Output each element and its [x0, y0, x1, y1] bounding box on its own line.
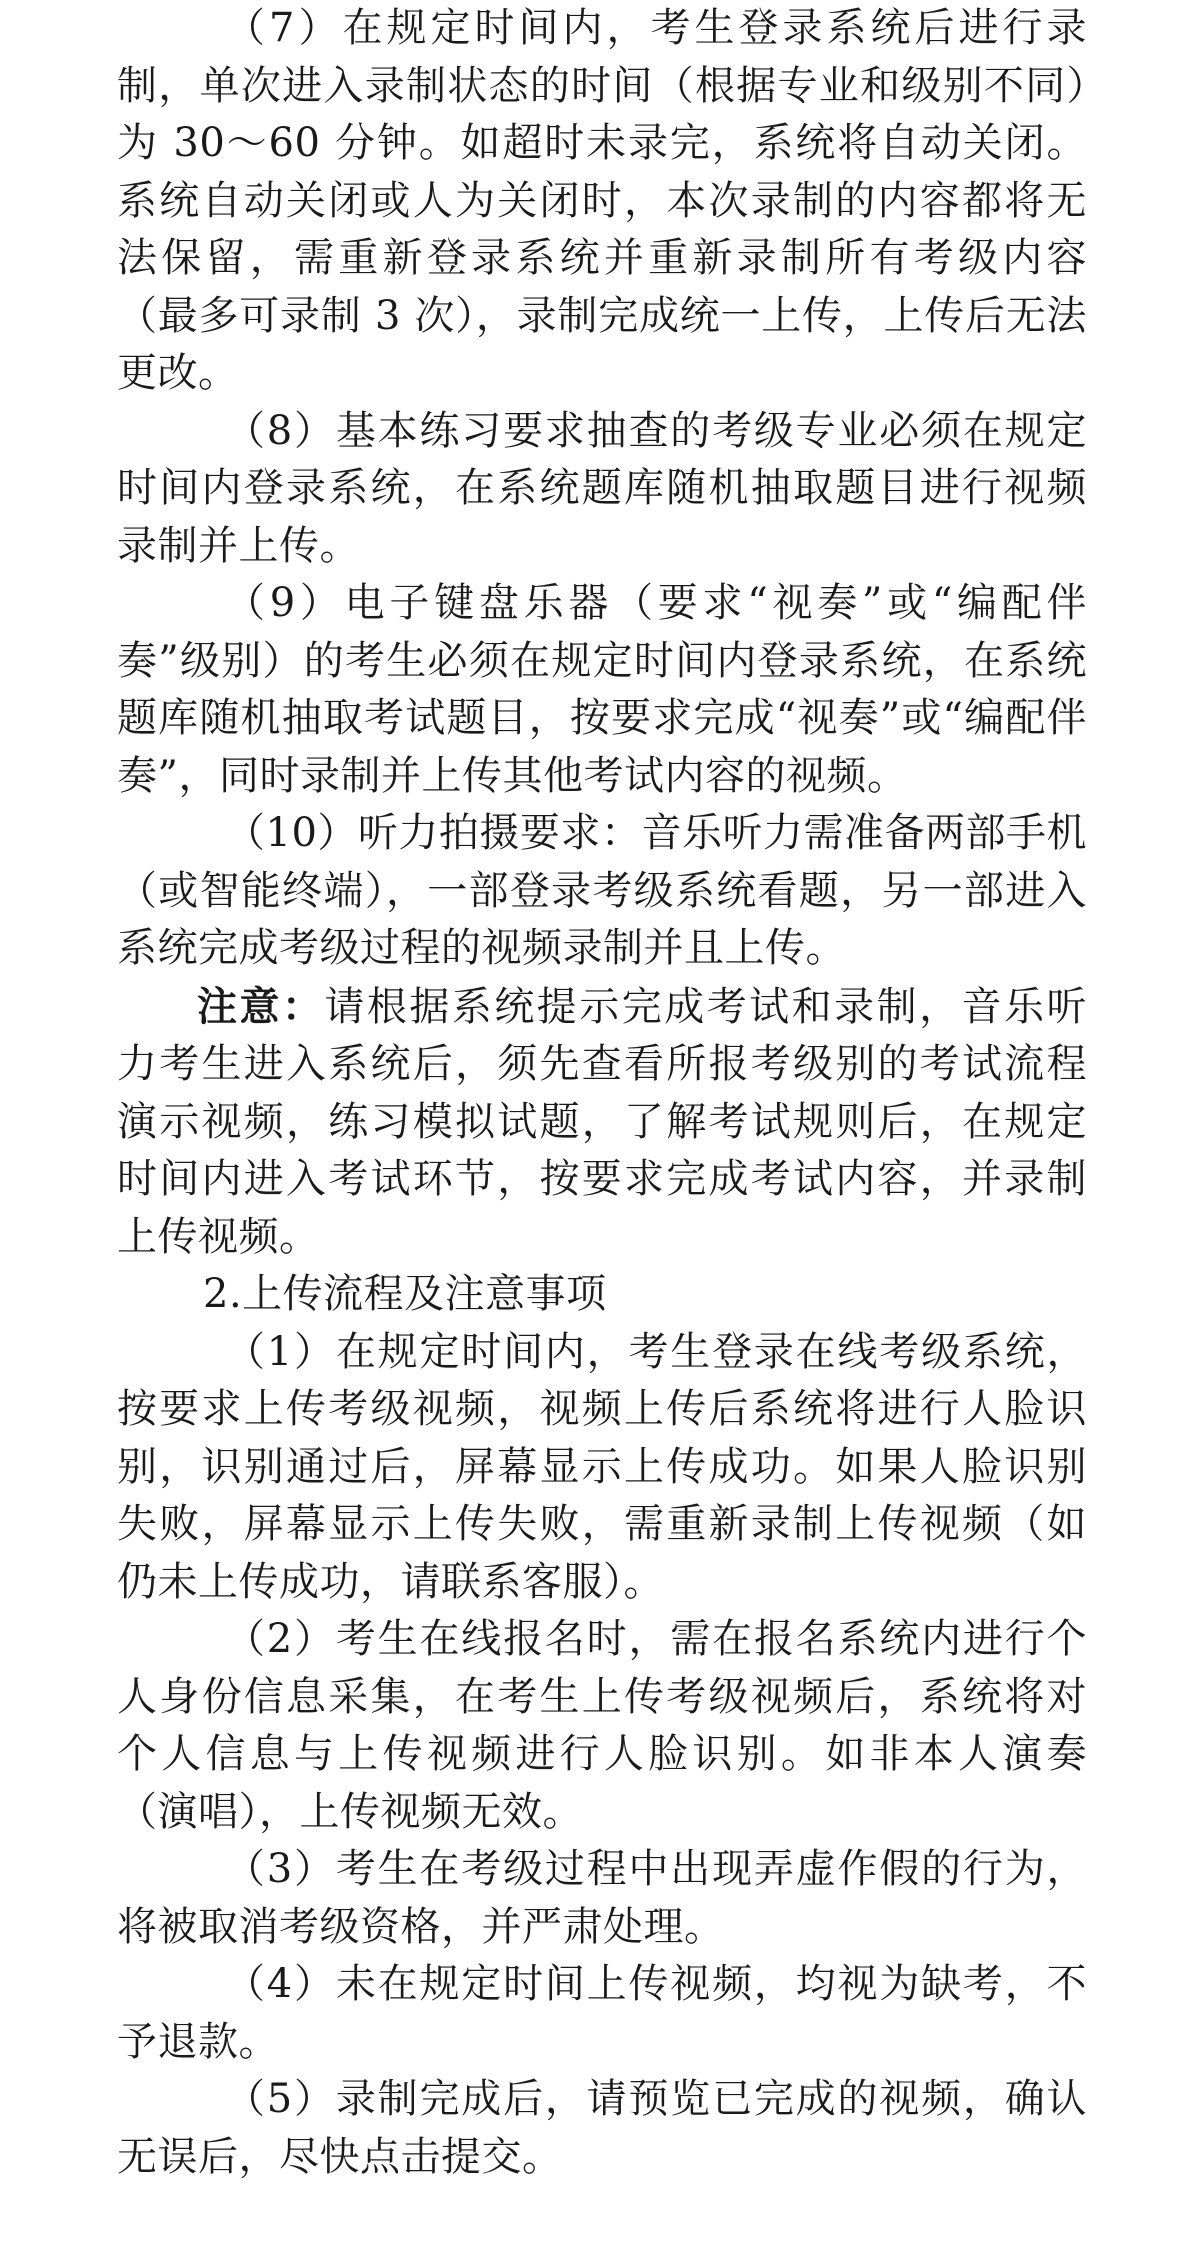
note-paragraph: [117, 978, 1087, 1267]
section-heading: 2.上传流程及注意事项: [203, 1271, 607, 1317]
upload-item-4: （4）未在规定时间上传视频，均视为缺考，不予退款。: [117, 1961, 1087, 2065]
paragraph-item-9: （9）电子键盘乐器（要求“视奏”或“编配伴奏”级别）的考生必须在规定时间内登录系统，在系统题库随机抽取考试题目，按要求完成“视奏”或“编配伴奏”，同时录制并上传其他考试内容的视频。: [117, 580, 1087, 799]
paragraph-item-7: （7）在规定时间内，考生登录系统后进行录制，单次进入录制状态的时间（根据专业和级别不同）为 30～60 分钟。如超时未录完，系统将自动关闭。系统自动关闭或人为关闭时，本次录制的内容都将无法保留，需重新登录系统并重新录制所有考级内容（最多可录制 3 次），录制完成统一上传，上传后无法更改。: [117, 5, 1087, 396]
paragraph-item-10: （10）听力拍摄要求：音乐听力需准备两部手机（或智能终端），一部登录考级系统看题，另一部进入系统完成考级过程的视频录制并且上传。: [117, 810, 1087, 971]
document-body: [117, 0, 1087, 2186]
upload-item-5: （5）录制完成后，请预览已完成的视频，确认无误后，尽快点击提交。: [117, 2076, 1087, 2180]
paragraph-item-8: （8）基本练习要求抽查的考级专业必须在规定时间内登录系统，在系统题库随机抽取题目进行视频录制并上传。: [117, 407, 1087, 569]
note-label: 注意：: [197, 982, 325, 1030]
upload-item-1: （1）在规定时间内，考生登录在线考级系统，按要求上传考级视频，视频上传后系统将进行人脸识别，识别通过后，屏幕显示上传成功。如果人脸识别失败，屏幕显示上传失败，需重新录制上传视频（如仍未上传成功，请联系客服）。: [117, 1328, 1087, 1605]
upload-item-3: （3）考生在考级过程中出现弄虚作假的行为，将被取消考级资格，并严肃处理。: [117, 1846, 1087, 1950]
upload-item-2: （2）考生在线报名时，需在报名系统内进行个人身份信息采集，在考生上传考级视频后，系统将对个人信息与上传视频进行人脸识别。如非本人演奏（演唱），上传视频无效。: [117, 1616, 1087, 1835]
note-text: 请根据系统提示完成考试和录制，音乐听力考生进入系统后，须先查看所报考级别的考试流程演示视频，练习模拟试题，了解考试规则后，在规定时间内进入考试环节，按要求完成考试内容，并录制上传视频。: [117, 983, 1088, 1260]
